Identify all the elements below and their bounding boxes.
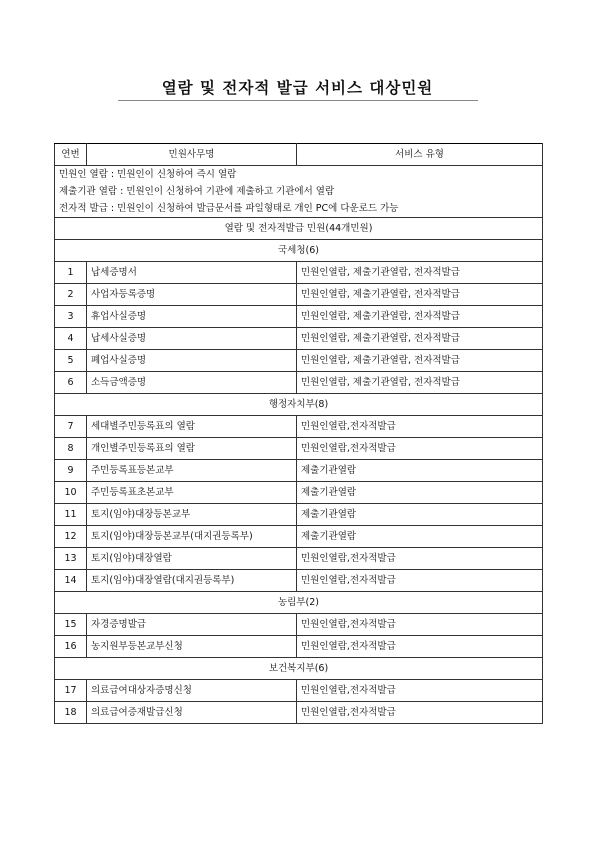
table-row xyxy=(55,438,543,460)
note-line: 전자적 발급 : 민원인이 신청하여 발급문서를 파일형태로 개인 PC에 다운로드 가능 xyxy=(59,203,399,214)
row-service-type: 민원인열람, 제출기관열람, 전자적발급 xyxy=(297,262,543,284)
row-number: 2 xyxy=(55,284,87,306)
section-header-row xyxy=(55,592,543,614)
row-number: 11 xyxy=(55,504,87,526)
legend-notes-row xyxy=(55,166,543,218)
row-number: 4 xyxy=(55,328,87,350)
row-service-name: 주민등록표등본교부 xyxy=(87,460,297,482)
table-row xyxy=(55,702,543,724)
row-service-name: 농지원부등본교부신청 xyxy=(87,636,297,658)
service-table xyxy=(54,143,543,724)
row-service-name: 토지(임야)대장열람 xyxy=(87,548,297,570)
row-service-name: 납세사실증명 xyxy=(87,328,297,350)
table-row xyxy=(55,614,543,636)
row-service-type: 제출기관열람 xyxy=(297,504,543,526)
row-number: 6 xyxy=(55,372,87,394)
row-number: 16 xyxy=(55,636,87,658)
header-number: 연번 xyxy=(55,144,87,166)
title-underline xyxy=(118,100,478,101)
row-service-name: 납세증명서 xyxy=(87,262,297,284)
note-line: 제출기관 열람 : 민원인이 신청하여 기관에 제출하고 기관에서 열람 xyxy=(59,186,335,197)
table-row xyxy=(55,504,543,526)
row-service-name: 사업자등록증명 xyxy=(87,284,297,306)
row-service-type: 제출기관열람 xyxy=(297,460,543,482)
table-row xyxy=(55,636,543,658)
row-service-name: 휴업사실증명 xyxy=(87,306,297,328)
section-header-row xyxy=(55,394,543,416)
note-line: 민원인 열람 : 민원인이 신청하여 즉시 열람 xyxy=(59,169,237,180)
table-row xyxy=(55,372,543,394)
row-number: 1 xyxy=(55,262,87,284)
row-service-name: 세대별주민등록표의 열람 xyxy=(87,416,297,438)
header-service-type: 서비스 유형 xyxy=(297,144,543,166)
section-title: 보건복지부(6) xyxy=(55,658,543,680)
table-row xyxy=(55,548,543,570)
row-number: 17 xyxy=(55,680,87,702)
row-service-type: 민원인열람,전자적발급 xyxy=(297,636,543,658)
legend-notes xyxy=(55,166,543,218)
document-title: 열람 및 전자적 발급 서비스 대상민원 xyxy=(161,79,434,97)
row-number: 10 xyxy=(55,482,87,504)
summary-row xyxy=(55,218,543,240)
section-title: 농림부(2) xyxy=(55,592,543,614)
row-service-type: 제출기관열람 xyxy=(297,482,543,504)
row-service-type: 민원인열람,전자적발급 xyxy=(297,614,543,636)
row-service-type: 민원인열람,전자적발급 xyxy=(297,548,543,570)
row-service-type: 민원인열람,전자적발급 xyxy=(297,680,543,702)
row-service-type: 민원인열람, 제출기관열람, 전자적발급 xyxy=(297,284,543,306)
section-header-row xyxy=(55,658,543,680)
table-row xyxy=(55,416,543,438)
row-service-name: 의료급여증재발급신청 xyxy=(87,702,297,724)
section-title: 행정자치부(8) xyxy=(55,394,543,416)
row-service-name: 폐업사실증명 xyxy=(87,350,297,372)
row-number: 3 xyxy=(55,306,87,328)
table-row xyxy=(55,460,543,482)
row-service-type: 민원인열람,전자적발급 xyxy=(297,438,543,460)
row-service-type: 민원인열람,전자적발급 xyxy=(297,702,543,724)
table-row xyxy=(55,526,543,548)
row-service-name: 의료급여대상자증명신청 xyxy=(87,680,297,702)
row-service-name: 토지(임야)대장등본교부(대지권등록부) xyxy=(87,526,297,548)
row-number: 7 xyxy=(55,416,87,438)
table-row xyxy=(55,306,543,328)
row-number: 5 xyxy=(55,350,87,372)
table-row xyxy=(55,350,543,372)
row-number: 8 xyxy=(55,438,87,460)
row-number: 18 xyxy=(55,702,87,724)
row-service-type: 민원인열람, 제출기관열람, 전자적발급 xyxy=(297,372,543,394)
row-service-type: 제출기관열람 xyxy=(297,526,543,548)
summary-label: 열람 및 전자적발급 민원(44개민원) xyxy=(55,218,543,240)
row-number: 14 xyxy=(55,570,87,592)
table-row xyxy=(55,328,543,350)
row-service-name: 자경증명발급 xyxy=(87,614,297,636)
section-header-row xyxy=(55,240,543,262)
table-row xyxy=(55,284,543,306)
table-row xyxy=(55,570,543,592)
section-title: 국세청(6) xyxy=(55,240,543,262)
row-service-type: 민원인열람, 제출기관열람, 전자적발급 xyxy=(297,328,543,350)
table-row xyxy=(55,680,543,702)
row-service-name: 토지(임야)대장열람(대지권등록부) xyxy=(87,570,297,592)
table-row xyxy=(55,482,543,504)
row-service-type: 민원인열람, 제출기관열람, 전자적발급 xyxy=(297,306,543,328)
row-service-name: 개인별주민등록표의 열람 xyxy=(87,438,297,460)
table-header-row xyxy=(55,144,543,166)
table-row xyxy=(55,262,543,284)
row-service-name: 주민등록표초본교부 xyxy=(87,482,297,504)
row-service-name: 토지(임야)대장등본교부 xyxy=(87,504,297,526)
row-number: 15 xyxy=(55,614,87,636)
header-service-name: 민원사무명 xyxy=(87,144,297,166)
row-number: 13 xyxy=(55,548,87,570)
row-number: 9 xyxy=(55,460,87,482)
row-service-name: 소득금액증명 xyxy=(87,372,297,394)
row-service-type: 민원인열람,전자적발급 xyxy=(297,570,543,592)
row-service-type: 민원인열람,전자적발급 xyxy=(297,416,543,438)
row-number: 12 xyxy=(55,526,87,548)
row-service-type: 민원인열람, 제출기관열람, 전자적발급 xyxy=(297,350,543,372)
